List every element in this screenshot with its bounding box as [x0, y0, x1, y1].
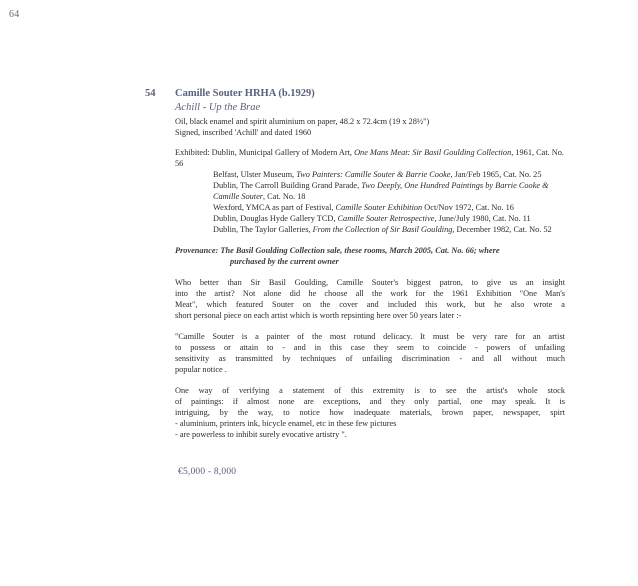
provenance-line: purchased by the current owner [230, 257, 339, 266]
catalogue-essay-paragraph [175, 277, 565, 321]
text-line: Meat", which featured Souter on the cover and included this work, but he also wrote a [175, 300, 565, 309]
exhibition-item: Exhibited: Dublin, Municipal Gallery of Modern Art, One Mans Meat: Sir Basil Goulding Collection, 1961, Cat. No. 56 [175, 148, 565, 168]
page-number: 64 [9, 9, 20, 20]
exhibition-item: Dublin, Douglas Hyde Gallery TCD, Camille Souter Retrospective, June/July 1980, Cat. No. 11 [213, 214, 531, 223]
quote-paragraph [175, 385, 565, 440]
text-line: short personal piece on each artist which is worth repsinting here over 50 years later :- [175, 311, 462, 320]
text-line: One way of verifying a statement of this extremity is to see the artist's whole stock [175, 386, 565, 395]
exhibition-history [175, 147, 565, 235]
provenance [175, 245, 565, 267]
text-line: of paintings: if almost none are exceptions, and they only partial, one may speak. It is [175, 397, 565, 406]
exhibition-item: Wexford, YMCA as part of Festival, Camille Souter Exhibition Oct/Nov 1972, Cat. No. 16 [213, 203, 514, 212]
text-line: - are powerless to inhibit surely evocative artistry ". [175, 430, 347, 439]
provenance-line: Provenance: The Basil Goulding Collection sale, these rooms, March 2005, Cat. No. 66; where [175, 246, 500, 255]
lot-entry [175, 88, 565, 440]
artist-name: Camille Souter HRHA (b.1929) [175, 88, 315, 99]
text-line: to possess or attain to - and in this case they seem to coincide - powers of unfailing [175, 343, 565, 352]
quote-paragraph [175, 331, 565, 375]
exhibition-item: Dublin, The Taylor Galleries, From the Collection of Sir Basil Goulding, December 1982, Cat. No. 52 [213, 225, 552, 234]
lot-number: 54 [145, 88, 156, 99]
artwork-signature: Signed, inscribed 'Achill' and dated 1960 [175, 128, 312, 137]
text-line: Who better than Sir Basil Goulding, Camille Souter's biggest patron, to give us an insight [175, 278, 565, 287]
text-line: into the artist? Not alone did he choose all the work for the 1961 Exhibition "One Man's [175, 289, 565, 298]
artwork-title: Achill - Up the Brae [175, 102, 261, 113]
text-line: popular notice . [175, 365, 227, 374]
exhibition-item: Belfast, Ulster Museum, Two Painters: Camille Souter & Barrie Cooke, Jan/Feb 1965, Cat. No. 25 [213, 170, 542, 179]
exhibition-item: Dublin, The Carroll Building Grand Parade, Two Deeply, One Hundred Paintings by Barrie Cooke & Camille Souter, Cat. No. 18 [213, 181, 549, 201]
estimate-price: €5,000 - 8,000 [178, 467, 237, 477]
text-line: - aluminium, printers ink, bicycle enamel, etc in these few pictures [175, 419, 397, 428]
text-line: "Camille Souter is a painter of the most rotund delicacy. It must be very rare for an artist [175, 332, 565, 341]
text-line: sensitivity as transmitted by techniques of unfailing discrimination - and all without much [175, 354, 565, 363]
text-line: intriguing, by the way, to notice how inadequate materials, brown paper, newspaper, spirt [175, 408, 565, 417]
exhibited-label: Exhibited: [175, 148, 210, 157]
artwork-medium: Oil, black enamel and spirit aluminium on paper, 48.2 x 72.4cm (19 x 28½") [175, 117, 430, 126]
